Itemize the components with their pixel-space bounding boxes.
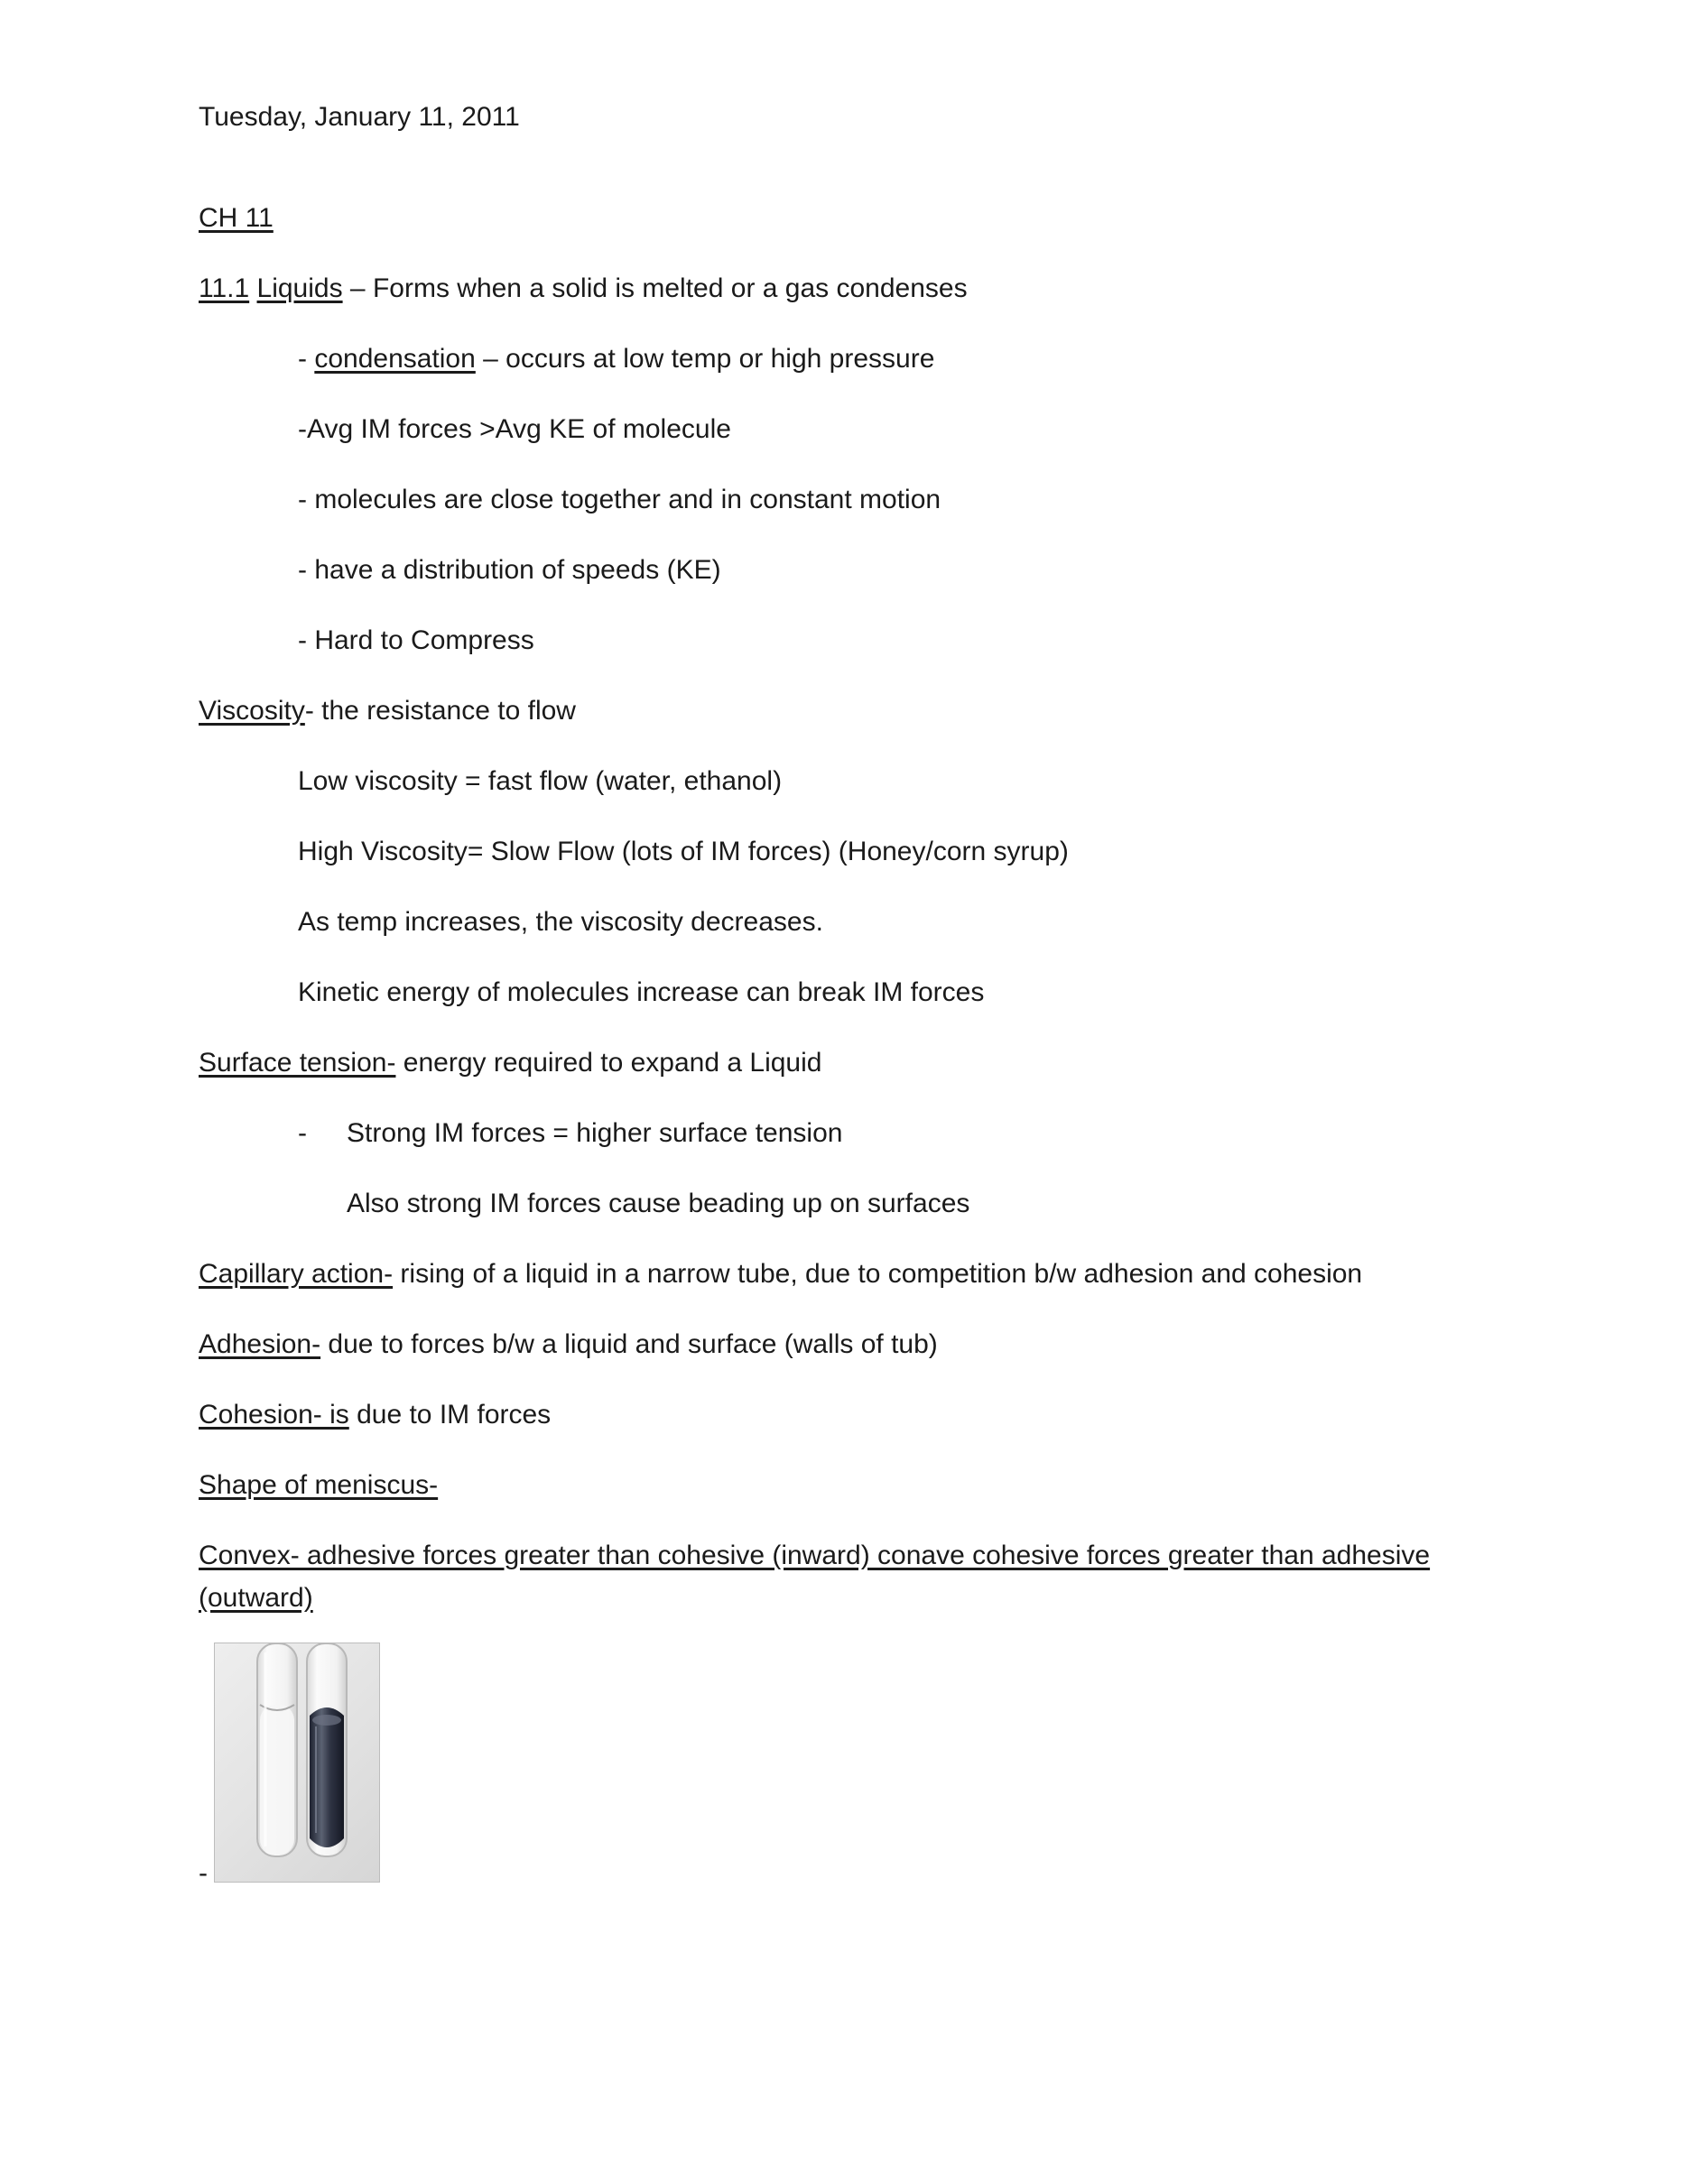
- capillary-definition: rising of a liquid in a narrow tube, due to competition b/w adhesion and cohesion: [393, 1259, 1363, 1289]
- meniscus-test-tubes-photo: [214, 1643, 380, 1883]
- section-number: 11.1: [199, 273, 250, 303]
- mercury-tube-icon: [307, 1643, 347, 1856]
- viscosity-point: As temp increases, the viscosity decreases.: [298, 907, 823, 937]
- figure-dash: -: [199, 1858, 208, 1888]
- surface-tension-point: Also strong IM forces cause beading up on surfaces: [347, 1189, 970, 1218]
- meniscus-heading: Shape of meniscus-: [199, 1470, 439, 1500]
- surface-tension-term: Surface tension-: [199, 1048, 396, 1078]
- section-line: [199, 271, 968, 307]
- date-line: Tuesday, January 11, 2011: [199, 102, 520, 132]
- surface-tension-line: [199, 1045, 821, 1081]
- cohesion-line: [199, 1397, 551, 1433]
- condensation-dash: -: [298, 344, 315, 374]
- liquid-point: - have a distribution of speeds (KE): [298, 555, 721, 585]
- viscosity-point: Low viscosity = fast flow (water, ethanol): [298, 766, 783, 796]
- condensation-line: [298, 341, 934, 377]
- capillary-term: Capillary action-: [199, 1259, 394, 1289]
- surface-tension-definition: energy required to expand a Liquid: [395, 1048, 822, 1078]
- liquid-point: - molecules are close together and in constant motion: [298, 485, 941, 514]
- meniscus-line-2: (outward): [199, 1583, 313, 1613]
- viscosity-line: [199, 693, 576, 729]
- adhesion-line: [199, 1327, 938, 1363]
- condensation-term: condensation: [314, 344, 476, 374]
- viscosity-term: Viscosity: [199, 696, 305, 726]
- water-tube-icon: [257, 1643, 297, 1856]
- chapter-heading: CH 11: [199, 203, 274, 233]
- viscosity-point: Kinetic energy of molecules increase can break IM forces: [298, 977, 985, 1007]
- viscosity-point: High Viscosity= Slow Flow (lots of IM forces) (Honey/corn syrup): [298, 837, 1069, 866]
- condensation-definition: – occurs at low temp or high pressure: [475, 344, 935, 374]
- capillary-line: [199, 1256, 1362, 1292]
- section-definition: – Forms when a solid is melted or a gas condenses: [342, 273, 968, 303]
- cohesion-definition: due to IM forces: [348, 1400, 552, 1430]
- viscosity-definition: - the resistance to flow: [304, 696, 576, 726]
- surface-tension-point: Strong IM forces = higher surface tension: [347, 1118, 843, 1148]
- surface-tension-bullet: -: [298, 1118, 307, 1148]
- adhesion-definition: due to forces b/w a liquid and surface (walls of tub): [320, 1329, 938, 1359]
- liquid-point: -Avg IM forces >Avg KE of molecule: [298, 414, 731, 444]
- section-term: Liquids: [256, 273, 343, 303]
- meniscus-line-1: Convex- adhesive forces greater than cohesive (inward) conave cohesive forces greater than adhesive: [199, 1541, 1431, 1570]
- cohesion-term: Cohesion- is: [199, 1400, 349, 1430]
- adhesion-term: Adhesion-: [199, 1329, 321, 1359]
- liquid-point: - Hard to Compress: [298, 625, 534, 655]
